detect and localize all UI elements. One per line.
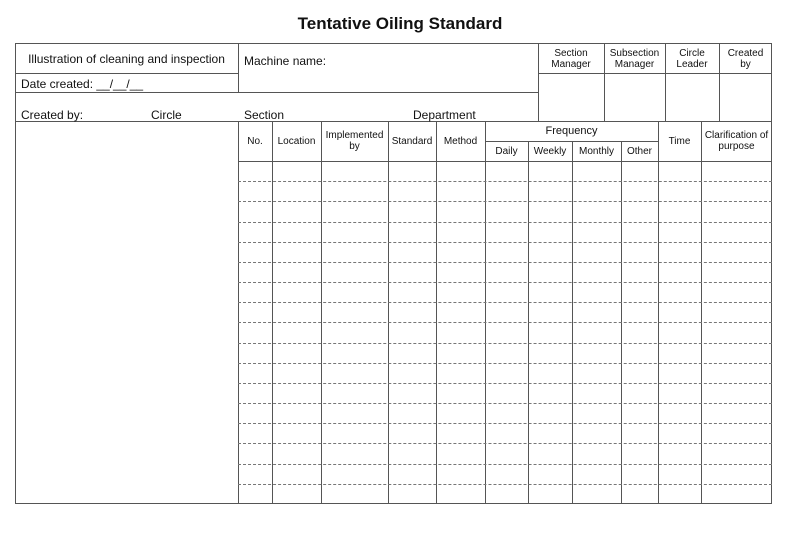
col-standard: Standard <box>391 135 433 147</box>
approval-line: by <box>740 58 751 70</box>
col-monthly: Monthly <box>578 145 614 157</box>
divider <box>272 121 273 504</box>
created-by-label: Created by: <box>21 108 84 122</box>
divider <box>658 121 659 504</box>
approval-line: Manager <box>614 58 655 70</box>
approval-created-by <box>719 46 772 71</box>
table-row-line <box>238 262 772 263</box>
machine-name-label: Machine name: <box>244 54 327 68</box>
divider <box>538 73 772 74</box>
divider <box>15 92 538 93</box>
department-label: Department <box>413 108 476 122</box>
table-row-line <box>238 383 772 384</box>
approval-line: Section <box>554 47 588 59</box>
col-no: No. <box>247 135 263 147</box>
approval-line: Leader <box>676 58 708 70</box>
divider <box>436 121 437 504</box>
divider <box>238 161 772 162</box>
col-implemented-by: Implemented by <box>325 130 384 152</box>
col-frequency: Frequency <box>545 124 598 137</box>
approval-subsection-manager <box>604 46 665 71</box>
divider <box>485 121 486 504</box>
col-weekly: Weekly <box>533 145 567 157</box>
table-row-line <box>238 282 772 283</box>
table-row-line <box>238 484 772 485</box>
table-row-line <box>238 343 772 344</box>
table-row-line <box>238 464 772 465</box>
col-method: Method <box>443 135 478 147</box>
table-row-line <box>238 443 772 444</box>
table-row-line <box>238 423 772 424</box>
divider <box>238 121 239 504</box>
col-clarification: Clarification of purpose <box>704 130 769 152</box>
circle-label: Circle <box>151 108 182 122</box>
table-row-line <box>238 322 772 323</box>
page-title: Tentative Oiling Standard <box>297 14 503 33</box>
col-other: Other <box>626 145 652 157</box>
approval-section-manager <box>538 46 604 71</box>
divider <box>321 121 322 504</box>
table-row-line <box>238 363 772 364</box>
table-row-line <box>238 302 772 303</box>
divider <box>15 73 238 74</box>
date-created-label: Date created: __/__/__ <box>21 77 144 91</box>
approval-line: Subsection <box>609 47 660 59</box>
table-row-line <box>238 222 772 223</box>
table-row-line <box>238 242 772 243</box>
table-row-line <box>238 403 772 404</box>
approval-line: Circle <box>679 47 705 59</box>
illustration-label: Illustration of cleaning and inspection <box>28 52 225 66</box>
approval-line: Created <box>727 47 764 59</box>
divider <box>238 43 239 93</box>
table-row-line <box>238 201 772 202</box>
section-label: Section <box>244 108 285 122</box>
col-time: Time <box>668 135 691 147</box>
divider <box>701 121 702 504</box>
table-row-line <box>238 181 772 182</box>
col-daily: Daily <box>495 145 518 157</box>
approval-line: Manager <box>551 58 591 70</box>
divider <box>388 121 389 504</box>
approval-circle-leader <box>665 46 719 71</box>
col-location: Location <box>277 135 316 147</box>
